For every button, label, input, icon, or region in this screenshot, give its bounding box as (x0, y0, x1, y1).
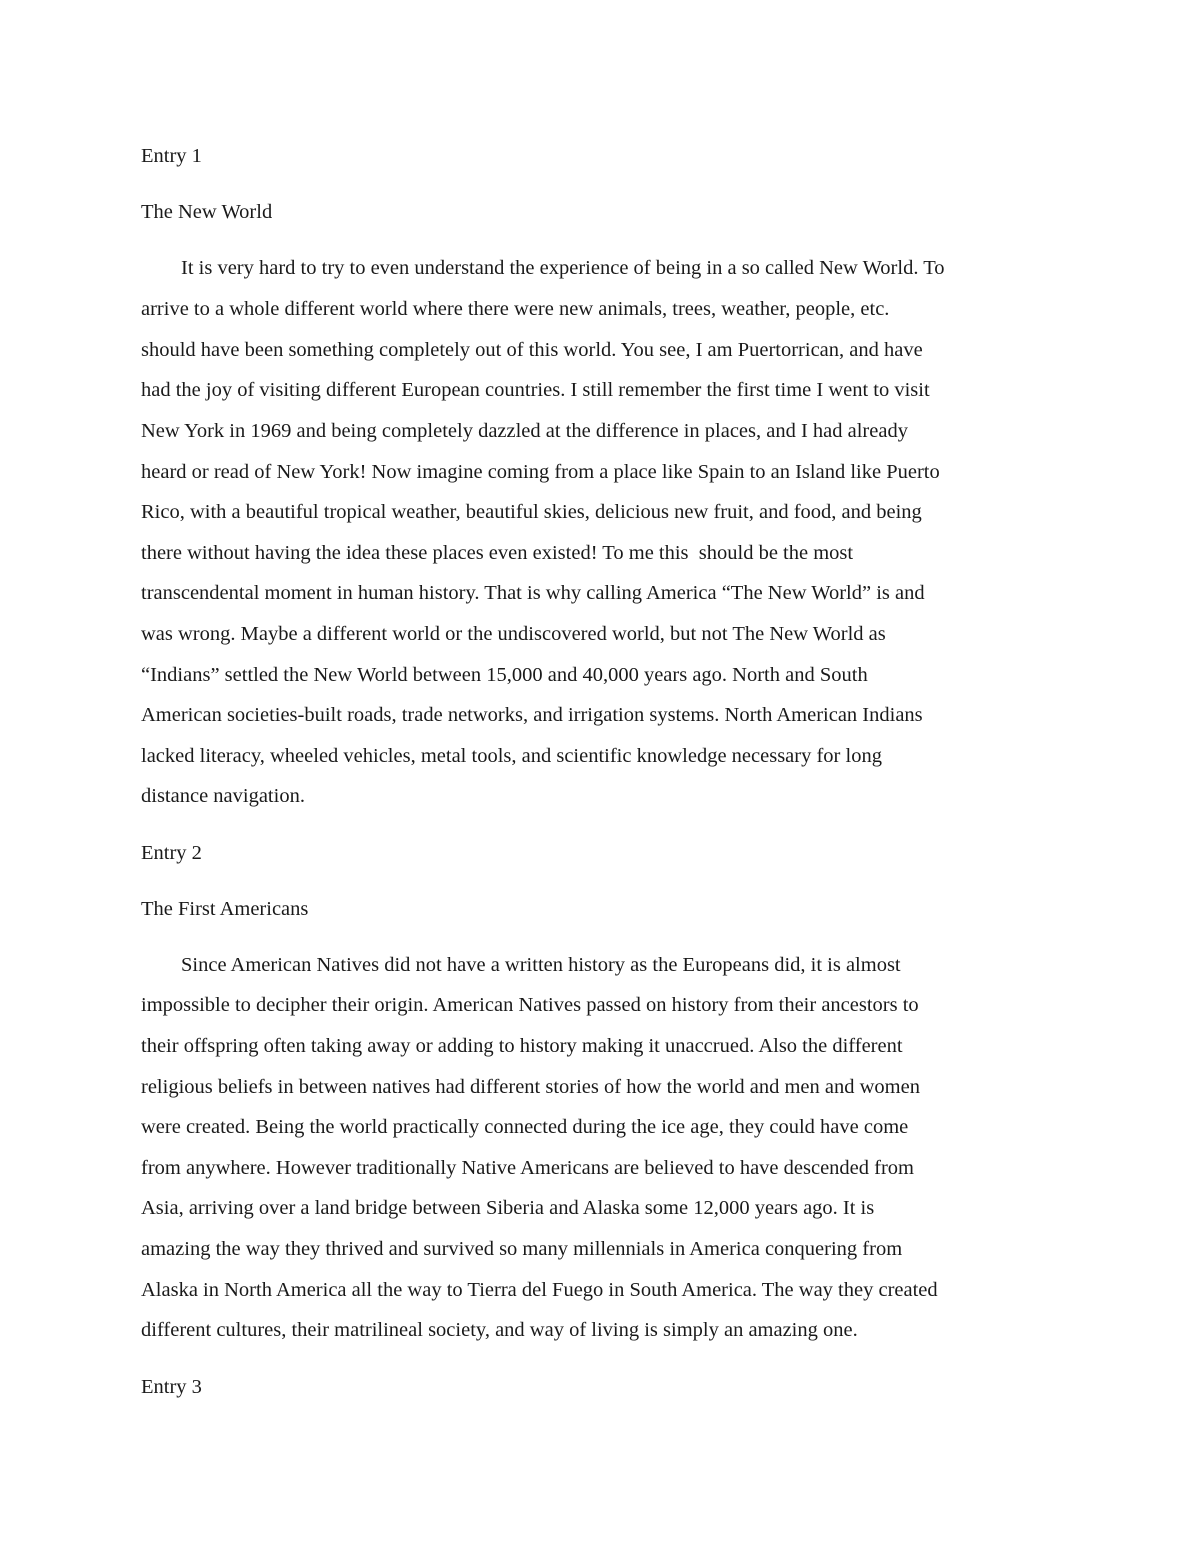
entry-2-line: impossible to decipher their origin. American Natives passed on history from their ancestors to (141, 994, 919, 1016)
entry-1-title: The New World (141, 201, 273, 223)
entry-1-line: was wrong. Maybe a different world or the undiscovered world, but not The New World as (141, 623, 886, 645)
entry-1-line: should have been something completely out of this world. You see, I am Puertorrican, and have (141, 339, 923, 361)
entry-2-line: Asia, arriving over a land bridge between Siberia and Alaska some 12,000 years ago. It is (141, 1197, 875, 1219)
entry-1-line: there without having the idea these places even existed! To me this should be the most (141, 542, 854, 564)
entry-2-heading: Entry 2 (141, 842, 202, 864)
entry-1-line: It is very hard to try to even understand the experience of being in a so called New World. To (181, 257, 945, 279)
entry-2-line: religious beliefs in between natives had different stories of how the world and men and women (141, 1076, 920, 1098)
entry-1-line: had the joy of visiting different European countries. I still remember the first time I went to visit (141, 379, 930, 401)
entry-1-line: heard or read of New York! Now imagine coming from a place like Spain to an Island like Puerto (141, 461, 940, 483)
entry-1-heading: Entry 1 (141, 145, 202, 167)
entry-1-line: “Indians” settled the New World between 15,000 and 40,000 years ago. North and South (141, 664, 868, 686)
entry-1-line: New York in 1969 and being completely dazzled at the difference in places, and I had already (141, 420, 908, 442)
entry-2-title: The First Americans (141, 898, 309, 920)
entry-2-line: their offspring often taking away or adding to history making it unaccrued. Also the different (141, 1035, 903, 1057)
entry-1-line: Rico, with a beautiful tropical weather, beautiful skies, delicious new fruit, and food, and being (141, 501, 922, 523)
entry-2-line: from anywhere. However traditionally Native Americans are believed to have descended from (141, 1157, 914, 1179)
entry-1-line: distance navigation. (141, 785, 305, 807)
entry-1-line: arrive to a whole different world where there were new animals, trees, weather, people, etc. (141, 298, 890, 320)
entry-1-line: transcendental moment in human history. That is why calling America “The New World” is and (141, 582, 925, 604)
entry-2-line: Alaska in North America all the way to Tierra del Fuego in South America. The way they created (141, 1279, 938, 1301)
entry-2-line: amazing the way they thrived and survived so many millennials in America conquering from (141, 1238, 903, 1260)
entry-2-line: were created. Being the world practically connected during the ice age, they could have come (141, 1116, 909, 1138)
entry-1-line: American societies-built roads, trade networks, and irrigation systems. North American Indians (141, 704, 923, 726)
entry-2-line: different cultures, their matrilineal society, and way of living is simply an amazing one. (141, 1319, 858, 1341)
entry-2-line: Since American Natives did not have a written history as the Europeans did, it is almost (181, 954, 901, 976)
entry-1-line: lacked literacy, wheeled vehicles, metal tools, and scientific knowledge necessary for long (141, 745, 882, 767)
entry-3-heading: Entry 3 (141, 1376, 202, 1398)
